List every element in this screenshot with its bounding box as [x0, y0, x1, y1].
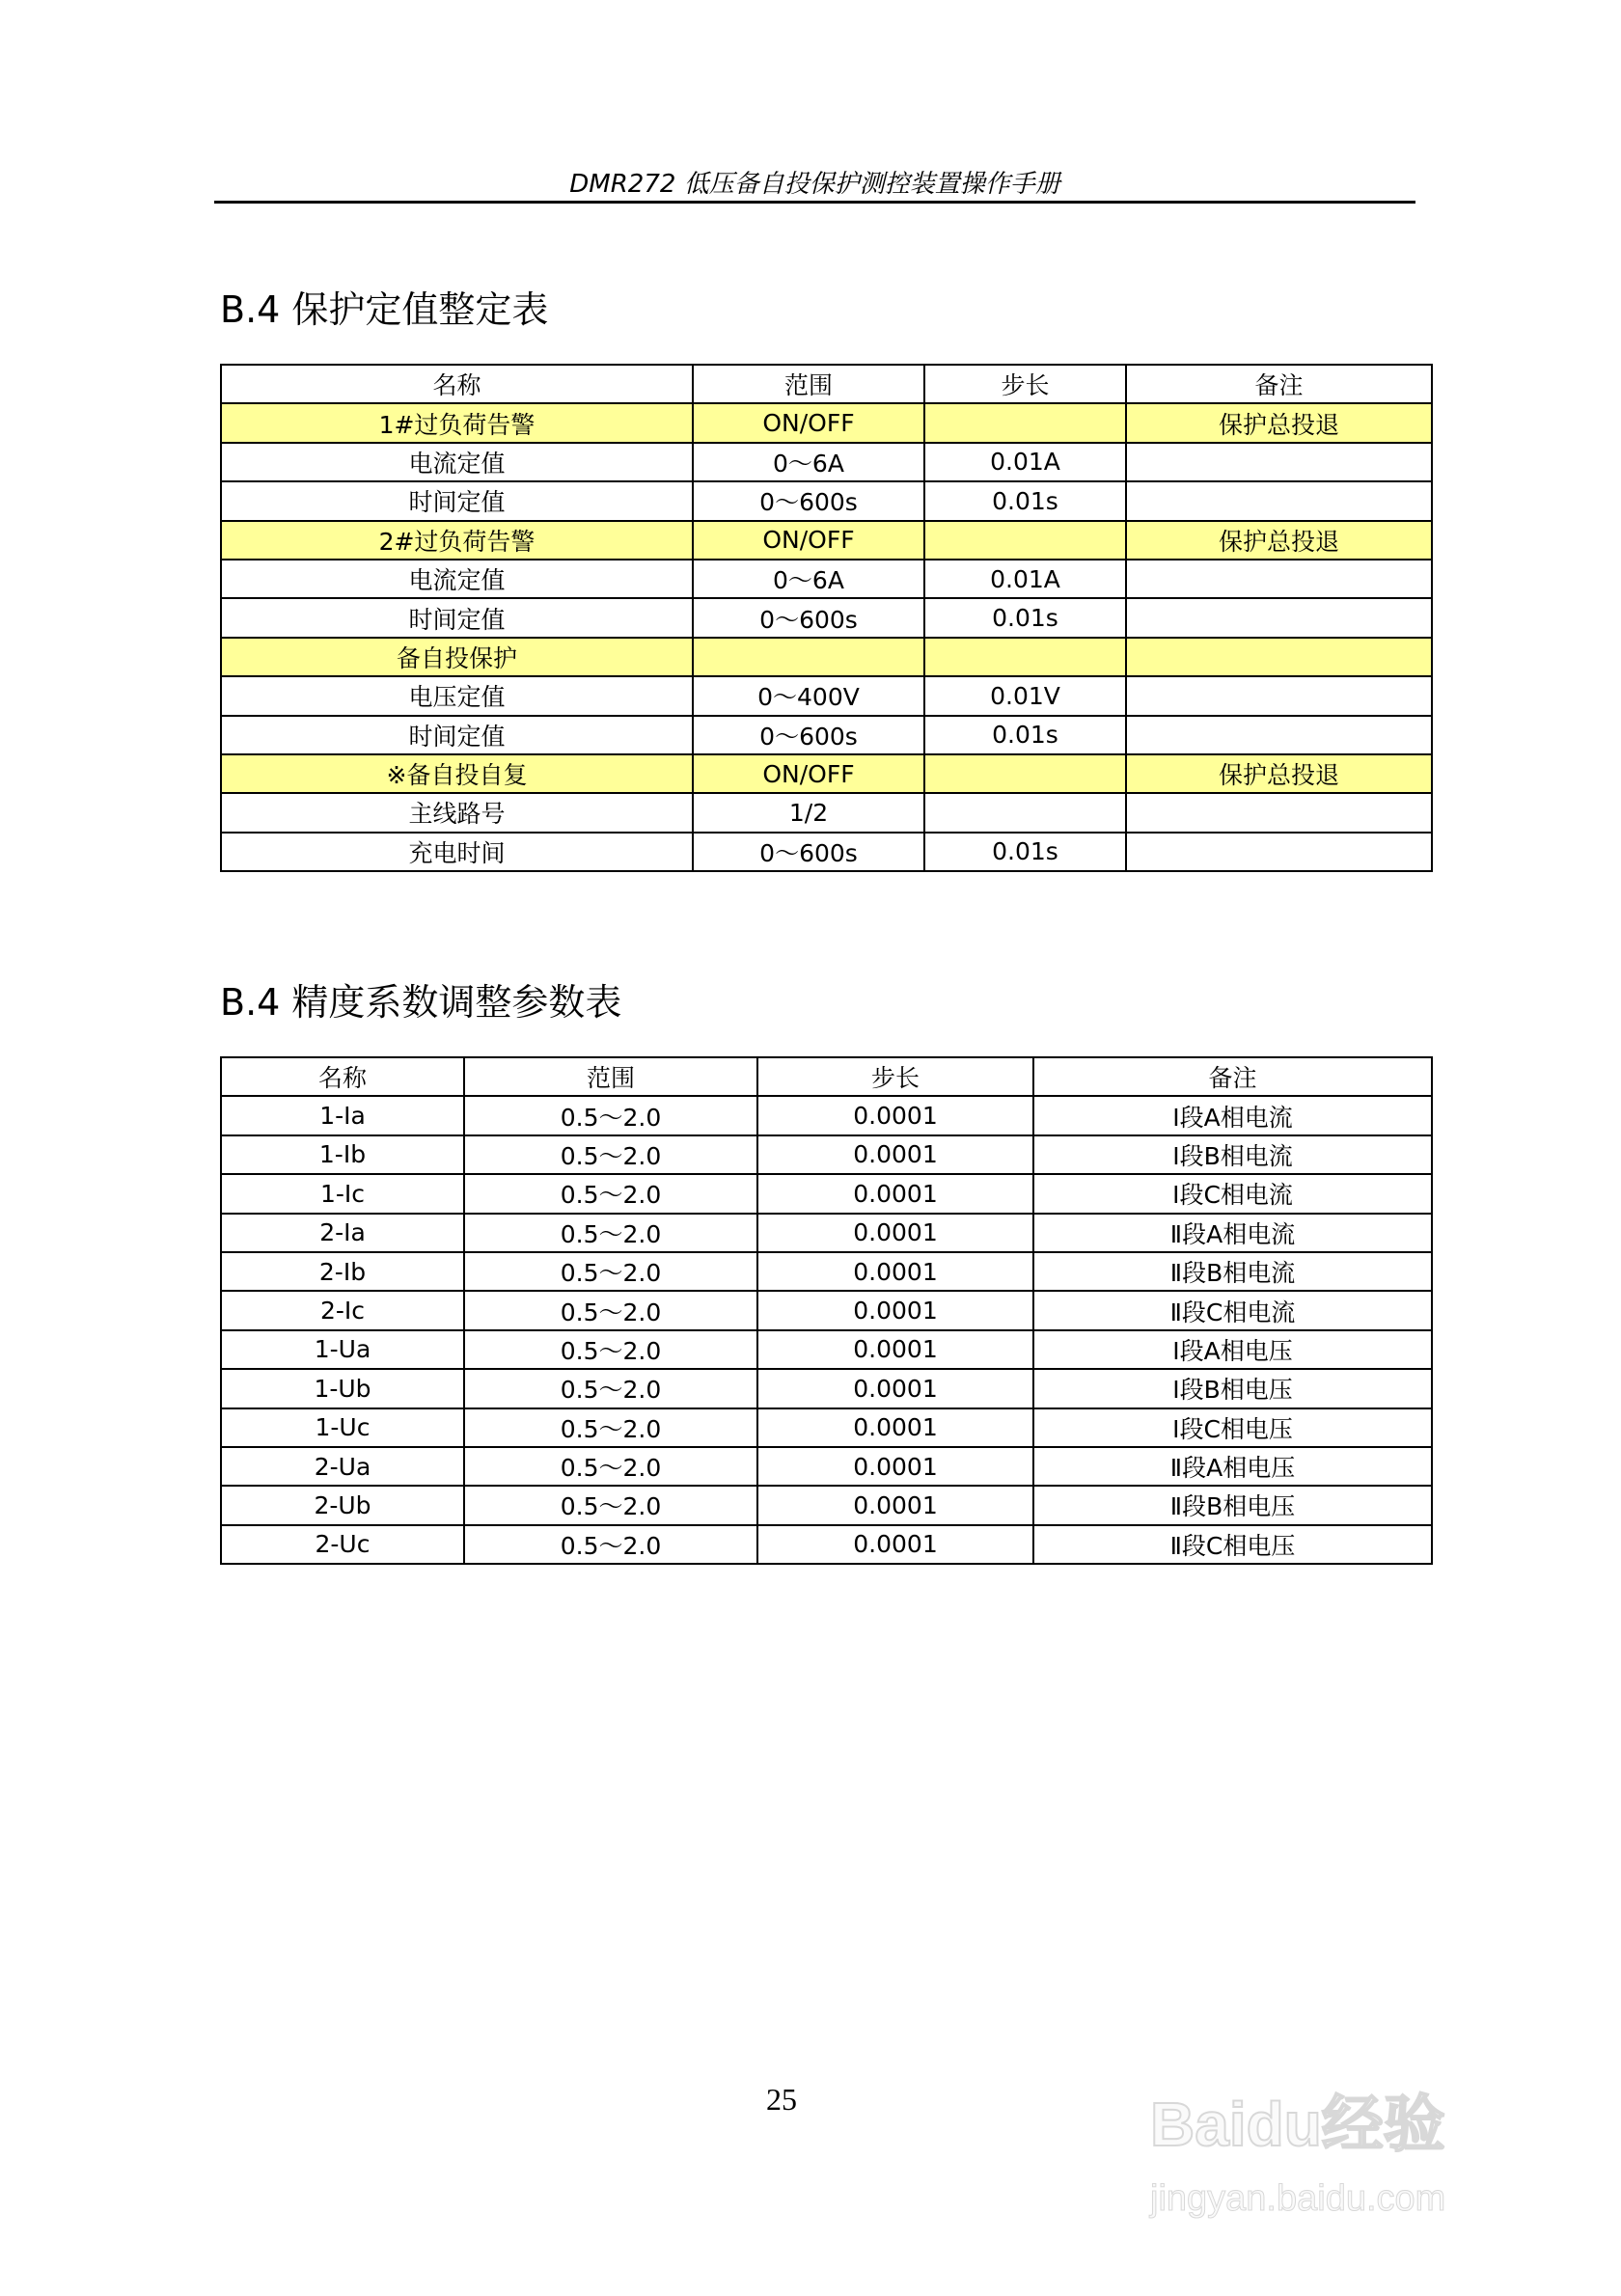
table-row: [221, 833, 1432, 871]
table-cell: 时间定值: [221, 716, 693, 754]
table-cell: Ⅰ段C相电流: [1033, 1174, 1432, 1213]
table-cell: 2#过负荷告警: [221, 521, 693, 560]
table-row: [221, 1525, 1432, 1564]
table-cell: 0.5～2.0: [464, 1447, 757, 1486]
table-cell: 2-Ia: [221, 1214, 464, 1252]
table-cell: 0.5～2.0: [464, 1214, 757, 1252]
table-row: [221, 598, 1432, 637]
table-cell: 充电时间: [221, 833, 693, 871]
table-cell: 0.0001: [757, 1369, 1033, 1408]
table-row: [221, 638, 1432, 676]
table-row: [221, 1330, 1432, 1369]
table-cell: 0～600s: [693, 833, 924, 871]
running-header: DMR272 低压备自投保护测控装置操作手册: [569, 170, 1060, 199]
table-cell: 0～600s: [693, 481, 924, 520]
table-cell: 主线路号: [221, 793, 693, 832]
table-row: [221, 1369, 1432, 1408]
table-cell: ※备自投自复: [221, 754, 693, 793]
table-cell: 0～600s: [693, 716, 924, 754]
table-cell: 2-Uc: [221, 1525, 464, 1564]
watermark-logo: Baidu经验: [1150, 2090, 1445, 2159]
protection-settings-table: [220, 364, 1433, 872]
table-cell: 0.0001: [757, 1330, 1033, 1369]
table-cell: 0.01A: [924, 443, 1126, 481]
table-cell: 0～400V: [693, 676, 924, 715]
table-cell: 保护总投退: [1126, 403, 1432, 442]
table-cell: 2-Ua: [221, 1447, 464, 1486]
table-cell: 0.5～2.0: [464, 1486, 757, 1524]
table-cell: 1-Ic: [221, 1174, 464, 1213]
table-cell: 备自投保护: [221, 638, 693, 676]
table-row: [221, 521, 1432, 560]
table-cell: 时间定值: [221, 598, 693, 637]
table-cell: [1126, 676, 1432, 715]
table-row: [221, 793, 1432, 832]
table-cell: 0.5～2.0: [464, 1135, 757, 1174]
column-header: 备注: [1033, 1057, 1432, 1096]
table-cell: [1126, 560, 1432, 598]
table-cell: Ⅱ段C相电流: [1033, 1291, 1432, 1329]
table-cell: 0.0001: [757, 1525, 1033, 1564]
table-cell: 1/2: [693, 793, 924, 832]
table-cell: Ⅰ段B相电压: [1033, 1369, 1432, 1408]
table-cell: 电压定值: [221, 676, 693, 715]
table-row: [221, 1096, 1432, 1134]
table-cell: 0.5～2.0: [464, 1252, 757, 1291]
table-cell: 0.5～2.0: [464, 1291, 757, 1329]
table-cell: 保护总投退: [1126, 521, 1432, 560]
table-cell: Ⅱ段C相电压: [1033, 1525, 1432, 1564]
table-cell: 0.0001: [757, 1174, 1033, 1213]
table-cell: 电流定值: [221, 443, 693, 481]
column-header: 步长: [924, 365, 1126, 403]
table-cell: [924, 521, 1126, 560]
table-cell: 1-Ib: [221, 1135, 464, 1174]
watermark-url: jingyan.baidu.com: [1150, 2178, 1446, 2219]
table-cell: [1126, 716, 1432, 754]
table-cell: 0.0001: [757, 1135, 1033, 1174]
table-cell: Ⅰ段B相电流: [1033, 1135, 1432, 1174]
table-cell: 0.01A: [924, 560, 1126, 598]
page-number: 25: [766, 2082, 797, 2117]
section-title-accuracy-coefficients: B.4 精度系数调整参数表: [220, 981, 622, 1024]
table-cell: 电流定值: [221, 560, 693, 598]
table-row: [221, 754, 1432, 793]
table-cell: [924, 793, 1126, 832]
table-cell: Ⅱ段A相电流: [1033, 1214, 1432, 1252]
table-cell: 1-Ua: [221, 1330, 464, 1369]
table-cell: ON/OFF: [693, 403, 924, 442]
table-cell: 0.0001: [757, 1252, 1033, 1291]
table-row: [221, 1408, 1432, 1447]
table-cell: 1-Uc: [221, 1408, 464, 1447]
accuracy-coefficient-table: [220, 1056, 1433, 1565]
column-header: 名称: [221, 1057, 464, 1096]
table-cell: 0.5～2.0: [464, 1369, 757, 1408]
table-cell: [1126, 481, 1432, 520]
table-row: [221, 403, 1432, 442]
table-cell: 0.01s: [924, 481, 1126, 520]
table-cell: 0.01s: [924, 716, 1126, 754]
table-cell: Ⅱ段B相电压: [1033, 1486, 1432, 1524]
table-cell: 0～6A: [693, 443, 924, 481]
table-row: [221, 1486, 1432, 1524]
table-row: [221, 481, 1432, 520]
header-rule: [214, 201, 1415, 204]
table-cell: 0.0001: [757, 1447, 1033, 1486]
table-cell: 0.0001: [757, 1291, 1033, 1329]
table-cell: 0.0001: [757, 1486, 1033, 1524]
table-cell: 1-Ia: [221, 1096, 464, 1134]
table-cell: 0.0001: [757, 1214, 1033, 1252]
table-cell: 0～600s: [693, 598, 924, 637]
table-row: [221, 676, 1432, 715]
table-cell: [1126, 793, 1432, 832]
table-cell: 2-Ub: [221, 1486, 464, 1524]
table-cell: 0.5～2.0: [464, 1174, 757, 1213]
baidu-watermark: [1150, 2084, 1613, 2257]
table-cell: Ⅰ段A相电压: [1033, 1330, 1432, 1369]
table-cell: Ⅱ段B相电流: [1033, 1252, 1432, 1291]
table-row: [221, 1135, 1432, 1174]
table-cell: 0～6A: [693, 560, 924, 598]
header-row: [221, 1057, 1432, 1096]
table-cell: 0.0001: [757, 1096, 1033, 1134]
table-row: [221, 1174, 1432, 1213]
column-header: 名称: [221, 365, 693, 403]
table-cell: 0.5～2.0: [464, 1096, 757, 1134]
table-cell: 0.01s: [924, 833, 1126, 871]
table-cell: ON/OFF: [693, 521, 924, 560]
table-cell: 保护总投退: [1126, 754, 1432, 793]
header-row: [221, 365, 1432, 403]
table-cell: [693, 638, 924, 676]
table-cell: 0.5～2.0: [464, 1330, 757, 1369]
table-cell: [1126, 598, 1432, 637]
column-header: 备注: [1126, 365, 1432, 403]
table-cell: 0.5～2.0: [464, 1525, 757, 1564]
table-row: [221, 716, 1432, 754]
table-row: [221, 1447, 1432, 1486]
table-cell: [924, 638, 1126, 676]
table-row: [221, 1214, 1432, 1252]
table-cell: [1126, 443, 1432, 481]
table-cell: 时间定值: [221, 481, 693, 520]
table-row: [221, 1252, 1432, 1291]
table-cell: 1-Ub: [221, 1369, 464, 1408]
table-cell: 0.0001: [757, 1408, 1033, 1447]
table-cell: Ⅰ段C相电压: [1033, 1408, 1432, 1447]
table-cell: [924, 403, 1126, 442]
table-cell: 0.01V: [924, 676, 1126, 715]
table-cell: 2-Ic: [221, 1291, 464, 1329]
table-cell: [1126, 833, 1432, 871]
table-cell: Ⅱ段A相电压: [1033, 1447, 1432, 1486]
section-title-protection-settings: B.4 保护定值整定表: [220, 288, 549, 331]
column-header: 步长: [757, 1057, 1033, 1096]
table-cell: Ⅰ段A相电流: [1033, 1096, 1432, 1134]
table-cell: 0.5～2.0: [464, 1408, 757, 1447]
table-cell: [1126, 638, 1432, 676]
table-row: [221, 560, 1432, 598]
table-cell: 0.01s: [924, 598, 1126, 637]
table-row: [221, 443, 1432, 481]
table-cell: [924, 754, 1126, 793]
column-header: 范围: [464, 1057, 757, 1096]
table-cell: 2-Ib: [221, 1252, 464, 1291]
table-cell: 1#过负荷告警: [221, 403, 693, 442]
column-header: 范围: [693, 365, 924, 403]
table-cell: ON/OFF: [693, 754, 924, 793]
table-row: [221, 1291, 1432, 1329]
